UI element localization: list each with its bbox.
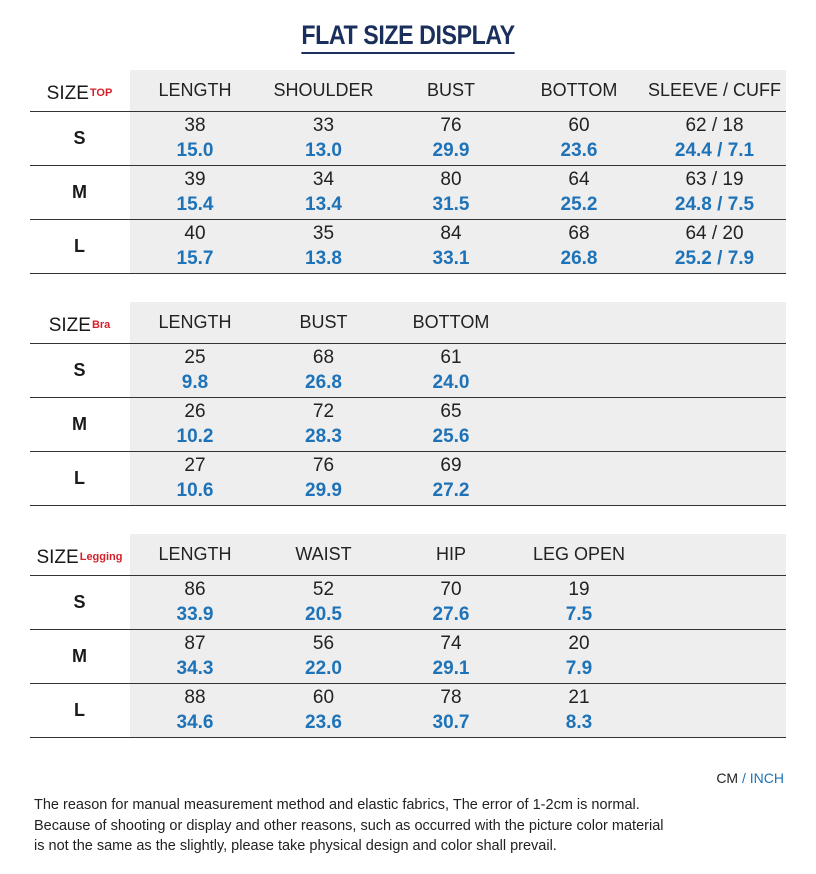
cm-value: 38: [184, 115, 206, 136]
size-label: L: [74, 468, 85, 488]
column-header: WAIST: [295, 544, 352, 564]
cm-value: 70: [440, 579, 462, 600]
table-row: [30, 344, 786, 398]
inch-value: 24.4 / 7.1: [674, 140, 755, 161]
size-label: S: [73, 128, 86, 148]
inch-value: 10.6: [176, 480, 214, 501]
cm-value: 34: [312, 169, 335, 190]
cm-value: 88: [184, 687, 206, 708]
cm-value: 64 / 20: [685, 223, 744, 244]
inch-value: 15.0: [176, 140, 214, 161]
inch-value: 34.3: [176, 658, 214, 679]
column-header: [643, 302, 786, 343]
cm-value: 74: [440, 633, 462, 654]
inch-value: 25.2 / 7.9: [674, 248, 755, 269]
size-label: M: [72, 182, 87, 202]
cm-value: 87: [184, 633, 206, 654]
inch-value: 33.9: [176, 604, 214, 625]
cm-value: 33: [312, 115, 335, 136]
inch-value: 26.8: [305, 372, 342, 393]
inch-value: 34.6: [176, 712, 214, 733]
inch-value: 9.8: [181, 372, 209, 393]
inch-value: 25.6: [432, 426, 470, 447]
inch-value: 30.7: [432, 712, 470, 733]
inch-value: 22.0: [305, 658, 342, 679]
cm-value: 60: [312, 687, 335, 708]
cm-value: 78: [440, 687, 462, 708]
table-row: [30, 220, 786, 274]
size-tag: Bra: [91, 319, 111, 331]
unit-separator: /: [741, 770, 746, 786]
size-label: S: [73, 592, 86, 612]
unit-cm: CM: [716, 770, 739, 786]
unit-inch: INCH: [749, 770, 784, 786]
column-header: BUST: [299, 312, 348, 332]
inch-value: 7.9: [565, 658, 593, 679]
cm-value: 68: [568, 223, 590, 244]
cm-value: 80: [440, 169, 462, 190]
inch-value: 27.2: [432, 480, 470, 501]
cm-value: 52: [312, 579, 335, 600]
table-row: [30, 112, 786, 166]
size-label: M: [72, 646, 87, 666]
disclaimer-note: [34, 795, 794, 857]
top-size-table: [30, 70, 786, 274]
cm-value: 56: [312, 633, 335, 654]
cm-value: 86: [184, 579, 206, 600]
table-row: [30, 576, 786, 630]
size-label: S: [73, 360, 86, 380]
cm-value: 27: [184, 455, 206, 476]
cm-value: 63 / 19: [685, 169, 744, 190]
table-row: [30, 452, 786, 506]
column-header: HIP: [435, 544, 466, 564]
size-label: M: [72, 414, 87, 434]
size-header: SIZE $^{TOP}$: [30, 70, 129, 111]
column-header: SLEEVE / CUFF: [647, 80, 782, 100]
column-header: BUST: [426, 80, 475, 100]
column-header: LENGTH: [158, 312, 232, 332]
note-line: The reason for manual measurement method and elastic fabrics, The error of 1-2cm is normal.: [34, 797, 640, 813]
inch-value: 8.3: [565, 712, 593, 733]
inch-value: 24.0: [432, 372, 470, 393]
size-label: L: [74, 236, 85, 256]
inch-value: 20.5: [305, 604, 342, 625]
size-tag: Legging: [79, 551, 123, 563]
bra-size-table: [30, 302, 786, 506]
inch-value: 13.0: [305, 140, 342, 161]
inch-value: 13.8: [305, 248, 342, 269]
table-header: [30, 302, 786, 344]
cm-value: 65: [440, 401, 462, 422]
cm-value: 19: [568, 579, 590, 600]
legging-size-table: [30, 534, 786, 738]
cm-value: 40: [184, 223, 206, 244]
cm-value: 25: [184, 347, 206, 368]
inch-value: 33.1: [432, 248, 470, 269]
table-row: [30, 630, 786, 684]
cm-value: 68: [312, 347, 335, 368]
inch-value: 25.2: [560, 194, 598, 215]
cm-value: 84: [440, 223, 462, 244]
cm-value: 61: [440, 347, 462, 368]
size-header: SIZE $^{Bra}$: [30, 302, 129, 343]
table-row: [30, 684, 786, 738]
inch-value: 15.4: [176, 194, 214, 215]
cm-value: 72: [312, 401, 335, 422]
inch-value: 23.6: [560, 140, 598, 161]
inch-value: 23.6: [305, 712, 342, 733]
cm-value: 39: [184, 169, 206, 190]
size-header: SIZE $^{Legging}$: [30, 534, 129, 575]
cm-value: 62 / 18: [685, 115, 744, 136]
table-header: [30, 534, 786, 576]
note-line: is not the same as the slightly, please take physical design and color shall prevail.: [34, 838, 557, 854]
note-line: Because of shooting or display and other reasons, such as occurred with the picture color material: [34, 817, 664, 834]
column-header: SHOULDER: [273, 80, 374, 100]
cm-value: 21: [568, 687, 590, 708]
inch-value: 15.7: [176, 248, 214, 269]
inch-value: 29.1: [432, 658, 470, 679]
cm-value: 69: [440, 455, 462, 476]
cm-value: 76: [440, 115, 462, 136]
column-header: LENGTH: [158, 80, 232, 100]
cm-value: 76: [312, 455, 335, 476]
inch-value: 24.8 / 7.5: [674, 194, 755, 215]
cm-value: 20: [568, 633, 590, 654]
unit-legend: [716, 770, 784, 786]
column-header: BOTTOM: [412, 312, 490, 332]
inch-value: 29.9: [305, 480, 342, 501]
size-tag: TOP: [89, 87, 113, 99]
page-title: FLAT SIZE DISPLAY: [0, 20, 816, 54]
column-header: BOTTOM: [540, 80, 618, 100]
cm-value: 60: [568, 115, 590, 136]
inch-value: 29.9: [432, 140, 470, 161]
column-header: LENGTH: [158, 544, 232, 564]
column-header: LEG OPEN: [532, 544, 626, 564]
inch-value: 28.3: [305, 426, 342, 447]
inch-value: 27.6: [432, 604, 470, 625]
inch-value: 26.8: [560, 248, 598, 269]
inch-value: 13.4: [305, 194, 342, 215]
size-label: L: [74, 700, 85, 720]
column-header: [643, 534, 786, 575]
table-header: [30, 70, 786, 112]
inch-value: 31.5: [432, 194, 470, 215]
inch-value: 10.2: [176, 426, 214, 447]
cm-value: 26: [184, 401, 206, 422]
inch-value: 7.5: [565, 604, 593, 625]
cm-value: 64: [568, 169, 590, 190]
cm-value: 35: [312, 223, 335, 244]
column-header: [515, 302, 643, 343]
table-row: [30, 398, 786, 452]
table-row: [30, 166, 786, 220]
